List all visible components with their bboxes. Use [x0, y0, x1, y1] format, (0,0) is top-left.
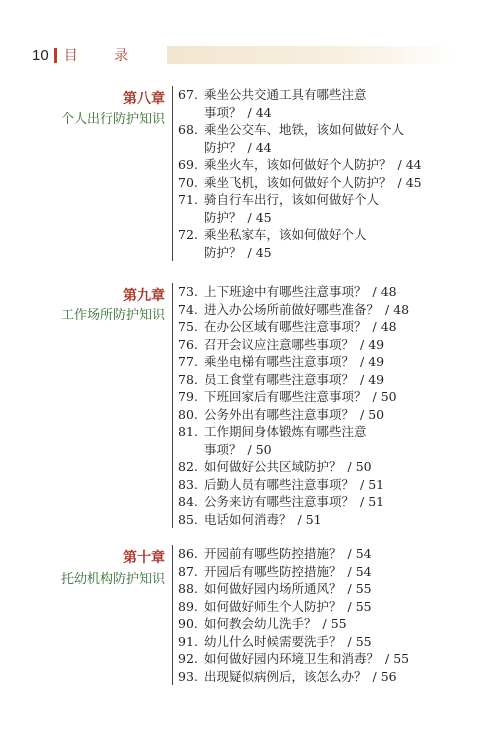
toc-entry[interactable]	[178, 388, 478, 406]
toc-entry-page: / 45	[397, 174, 422, 190]
toc-entry-page: / 55	[385, 651, 410, 666]
toc-entry[interactable]	[178, 598, 478, 616]
toc-entry-line	[178, 388, 478, 406]
toc-entry[interactable]	[178, 226, 478, 261]
toc-entry-text: 如何做好园内环境卫生和消毒？	[204, 651, 380, 666]
toc-entry[interactable]	[178, 156, 478, 174]
toc-entry-line	[178, 174, 478, 192]
toc-entry-number: 70.	[178, 174, 198, 190]
toc-entry-text: 防护？	[204, 244, 242, 260]
toc-entry-number: 72.	[178, 227, 198, 242]
toc-entry-page: / 49	[360, 336, 385, 352]
toc-entry-page: / 51	[297, 511, 322, 527]
toc-entry[interactable]	[178, 511, 478, 529]
toc-entry-text: 乘坐公共交通工具有哪些注意	[204, 87, 367, 102]
toc-entry-page: / 55	[347, 598, 372, 614]
chapter-subtitle: 个人出行防护知识	[60, 112, 165, 127]
toc-entry-text: 公务来访有哪些注意事项？	[204, 494, 355, 509]
toc-entry-text: 乘坐私家车，该如何做好个人	[204, 227, 367, 242]
chapter-subtitle: 托幼机构防护知识	[60, 572, 165, 587]
toc-entry-number: 86.	[178, 546, 198, 561]
toc-entry-number: 91.	[178, 633, 198, 649]
toc-entry-number: 77.	[178, 354, 198, 369]
toc-entry-line	[178, 283, 478, 301]
toc-entry-text: 上下班途中有哪些注意事项？	[204, 284, 367, 299]
toc-entry-line	[178, 86, 478, 104]
toc-entry-line	[178, 423, 478, 441]
toc-entry[interactable]	[178, 174, 478, 192]
toc-entry[interactable]	[178, 423, 478, 458]
toc-entry-line	[178, 511, 478, 529]
toc-entry-text: 开园后有哪些防控措施？	[204, 563, 342, 579]
toc-entry-number: 87.	[178, 563, 198, 579]
toc-entry-number: 75.	[178, 319, 198, 334]
toc-entry[interactable]	[178, 318, 478, 336]
toc-entry-line	[178, 441, 478, 459]
page-title: 目 录	[63, 48, 145, 64]
chapter-divider-line	[172, 283, 173, 528]
toc-entry-page: / 48	[372, 284, 397, 299]
toc-entry[interactable]	[178, 458, 478, 476]
toc-entry-number: 67.	[178, 87, 198, 102]
toc-entry-page: / 44	[247, 139, 272, 155]
toc-entry-text: 开园前有哪些防控措施？	[204, 546, 342, 561]
toc-entry-page: / 44	[247, 104, 272, 120]
toc-entry-text: 员工食堂有哪些注意事项？	[204, 371, 355, 387]
page-number: 10	[32, 46, 49, 64]
toc-entry-text: 乘坐公交车、地铁，该如何做好个人	[204, 122, 405, 137]
chapter-subtitle: 工作场所防护知识	[60, 308, 165, 323]
toc-entry-text: 如何做好师生个人防护？	[204, 598, 342, 614]
toc-entry-text: 公务外出有哪些注意事项？	[204, 406, 355, 422]
page-header	[32, 44, 468, 66]
toc-entry-page: / 56	[372, 668, 397, 684]
toc-entry-number: 83.	[178, 476, 198, 492]
toc-entry-line	[178, 650, 478, 668]
chapter-title: 第九章	[123, 288, 165, 304]
toc-entry-page: / 51	[360, 476, 385, 492]
header-decoration-band	[167, 46, 457, 64]
toc-entry-page: / 49	[360, 354, 385, 369]
toc-entry-line	[178, 139, 478, 157]
toc-entry-line	[178, 476, 478, 494]
toc-entry-number: 71.	[178, 192, 198, 207]
toc-entry-page: / 48	[385, 301, 410, 317]
toc-entry-page: / 50	[247, 441, 272, 457]
toc-entry-line	[178, 668, 478, 686]
toc-entry-page: / 45	[247, 209, 272, 225]
toc-entry-text: 出现疑似病例后，该怎么办？	[204, 668, 367, 684]
toc-entry-line	[178, 191, 478, 209]
toc-entry[interactable]	[178, 580, 478, 598]
toc-entry-text: 乘坐飞机，该如何做好个人防护？	[204, 174, 392, 190]
toc-entry-number: 74.	[178, 301, 198, 317]
toc-entry-page: / 44	[397, 157, 422, 172]
toc-entry-line	[178, 104, 478, 122]
toc-entry-line	[178, 580, 478, 598]
toc-entry[interactable]	[178, 668, 478, 686]
header-divider	[54, 48, 57, 63]
toc-entry-text: 防护？	[204, 139, 242, 155]
toc-entry-line	[178, 336, 478, 354]
toc-entry[interactable]	[178, 121, 478, 156]
toc-entry[interactable]	[178, 336, 478, 354]
toc-entry-line	[178, 244, 478, 262]
toc-entry[interactable]	[178, 633, 478, 651]
toc-entry-line	[178, 121, 478, 139]
toc-entry[interactable]	[178, 493, 478, 511]
toc-entry-page: / 54	[347, 563, 372, 579]
toc-entry-line	[178, 493, 478, 511]
toc-entry[interactable]	[178, 191, 478, 226]
toc-entry-text: 事项？	[204, 441, 242, 457]
toc-entry-line	[178, 226, 478, 244]
toc-entry-number: 89.	[178, 598, 198, 614]
toc-entry[interactable]	[178, 563, 478, 581]
toc-entry-text: 工作期间身体锻炼有哪些注意	[204, 424, 367, 439]
toc-entry-text: 如何教会幼儿洗手？	[204, 616, 317, 631]
toc-entry-text: 事项？	[204, 104, 242, 120]
toc-entry[interactable]	[178, 301, 478, 319]
entry-list	[178, 283, 478, 528]
toc-entry[interactable]	[178, 86, 478, 121]
toc-entry[interactable]	[178, 406, 478, 424]
toc-entry-line	[178, 406, 478, 424]
toc-entry-line	[178, 598, 478, 616]
toc-entry-number: 88.	[178, 581, 198, 596]
toc-entry-page: / 45	[247, 244, 272, 260]
toc-entry-number: 93.	[178, 668, 198, 684]
toc-entry[interactable]	[178, 476, 478, 494]
toc-entry-number: 68.	[178, 122, 198, 137]
toc-entry-text: 如何做好公共区域防护？	[204, 459, 342, 474]
toc-entry-line	[178, 318, 478, 336]
toc-entry-line	[178, 633, 478, 651]
toc-entry-number: 84.	[178, 494, 198, 509]
toc-entry-number: 78.	[178, 371, 198, 387]
toc-entry-page: / 48	[372, 319, 397, 334]
toc-entry-line	[178, 353, 478, 371]
toc-entry-page: / 50	[372, 389, 397, 404]
toc-entry[interactable]	[178, 650, 478, 668]
toc-entry-text: 后勤人员有哪些注意事项？	[204, 476, 355, 492]
toc-entry-page: / 50	[360, 406, 385, 422]
toc-entry-text: 乘坐电梯有哪些注意事项？	[204, 354, 355, 369]
toc-entry[interactable]	[178, 371, 478, 389]
toc-entry-line	[178, 458, 478, 476]
toc-entry-text: 骑自行车出行，该如何做好个人	[204, 192, 380, 207]
toc-entry-number: 81.	[178, 424, 198, 439]
toc-entry-line	[178, 545, 478, 563]
toc-entry-page: / 54	[347, 546, 372, 561]
toc-entry-page: / 55	[347, 633, 372, 649]
toc-entry-text: 幼儿什么时候需要洗手？	[204, 633, 342, 649]
toc-entry-number: 85.	[178, 511, 198, 527]
chapter-divider-line	[172, 545, 173, 685]
chapter-title: 第八章	[123, 91, 165, 107]
toc-entry-line	[178, 371, 478, 389]
toc-entry-page: / 51	[360, 494, 385, 509]
toc-entry[interactable]	[178, 283, 478, 301]
entry-list	[178, 545, 478, 685]
toc-entry-line	[178, 209, 478, 227]
toc-entry[interactable]	[178, 353, 478, 371]
toc-entry-number: 90.	[178, 616, 198, 631]
toc-entry-number: 92.	[178, 651, 198, 666]
toc-entry-page: / 55	[347, 581, 372, 596]
toc-entry-line	[178, 301, 478, 319]
toc-entry-number: 76.	[178, 336, 198, 352]
toc-entry-page: / 55	[322, 616, 347, 631]
toc-entry-text: 如何做好园内场所通风？	[204, 581, 342, 596]
toc-entry-number: 73.	[178, 284, 198, 299]
toc-entry-number: 79.	[178, 389, 198, 404]
toc-entry-line	[178, 615, 478, 633]
toc-entry-text: 召开会议应注意哪些事项？	[204, 336, 355, 352]
toc-entry[interactable]	[178, 545, 478, 563]
toc-entry-page: / 49	[360, 371, 385, 387]
toc-entry-number: 82.	[178, 459, 198, 474]
toc-entry-text: 电话如何消毒？	[204, 511, 292, 527]
toc-entry-text: 下班回家后有哪些注意事项？	[204, 389, 367, 404]
chapter-title: 第十章	[123, 550, 165, 566]
chapter-divider-line	[172, 86, 173, 261]
toc-entry-number: 80.	[178, 406, 198, 422]
toc-entry[interactable]	[178, 615, 478, 633]
toc-entry-text: 乘坐火车，该如何做好个人防护？	[204, 157, 392, 172]
toc-entry-line	[178, 156, 478, 174]
toc-entry-text: 防护？	[204, 209, 242, 225]
toc-entry-text: 在办公区域有哪些注意事项？	[204, 319, 367, 334]
toc-entry-line	[178, 563, 478, 581]
entry-list	[178, 86, 478, 261]
toc-entry-page: / 50	[347, 459, 372, 474]
toc-entry-number: 69.	[178, 157, 198, 172]
toc-entry-text: 进入办公场所前做好哪些准备？	[204, 301, 380, 317]
